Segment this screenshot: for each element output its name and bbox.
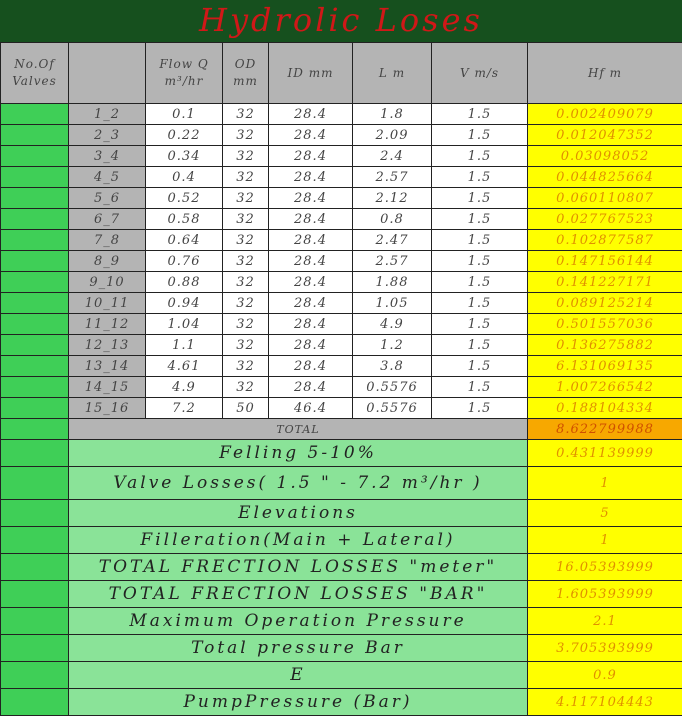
valve-cell[interactable] [1, 377, 69, 398]
total-value[interactable]: 8.622799988 [528, 419, 682, 440]
hf-cell[interactable]: 0.188104334 [528, 398, 682, 419]
hf-cell[interactable]: 0.141227171 [528, 272, 682, 293]
od-cell[interactable]: 32 [223, 314, 269, 335]
summary-row [1, 608, 682, 635]
valve-cell[interactable] [1, 230, 69, 251]
id-cell[interactable]: 28.4 [269, 293, 353, 314]
flow-cell[interactable]: 4.9 [146, 377, 223, 398]
table-row [1, 377, 682, 398]
flow-cell[interactable]: 0.4 [146, 167, 223, 188]
id-cell[interactable]: 28.4 [269, 104, 353, 125]
od-cell[interactable]: 32 [223, 104, 269, 125]
valve-cell[interactable] [1, 272, 69, 293]
valve-cell[interactable] [1, 125, 69, 146]
summary-value[interactable]: 1 [528, 467, 682, 500]
summary-value[interactable]: 1.605393999 [528, 581, 682, 608]
segment-cell[interactable]: 15_16 [69, 398, 146, 419]
hydraulic-loss-table [0, 42, 682, 716]
id-cell[interactable]: 28.4 [269, 251, 353, 272]
table-row [1, 272, 682, 293]
valve-cell[interactable] [1, 419, 69, 440]
hf-cell[interactable]: 0.136275882 [528, 335, 682, 356]
id-cell[interactable]: 28.4 [269, 167, 353, 188]
od-cell[interactable]: 32 [223, 167, 269, 188]
flow-cell[interactable]: 1.04 [146, 314, 223, 335]
summary-value[interactable]: 1 [528, 527, 682, 554]
length-cell[interactable]: 0.8 [353, 209, 432, 230]
valve-cell[interactable] [1, 104, 69, 125]
header-length[interactable]: L m [353, 43, 432, 104]
total-row [1, 419, 682, 440]
table-row [1, 356, 682, 377]
summary-value[interactable]: 5 [528, 500, 682, 527]
segment-cell[interactable]: 14_15 [69, 377, 146, 398]
summary-label[interactable]: E [69, 662, 528, 689]
id-cell[interactable]: 28.4 [269, 188, 353, 209]
id-cell[interactable]: 28.4 [269, 356, 353, 377]
flow-cell[interactable]: 0.76 [146, 251, 223, 272]
velocity-cell[interactable]: 1.5 [432, 167, 528, 188]
od-cell[interactable]: 32 [223, 209, 269, 230]
flow-cell[interactable]: 0.88 [146, 272, 223, 293]
valve-cell[interactable] [1, 293, 69, 314]
flow-cell[interactable]: 0.64 [146, 230, 223, 251]
length-cell[interactable]: 4.9 [353, 314, 432, 335]
od-cell[interactable]: 50 [223, 398, 269, 419]
segment-cell[interactable]: 11_12 [69, 314, 146, 335]
segment-cell[interactable]: 13_14 [69, 356, 146, 377]
hf-cell[interactable]: 0.03098052 [528, 146, 682, 167]
hf-cell[interactable]: 0.501557036 [528, 314, 682, 335]
flow-cell[interactable]: 7.2 [146, 398, 223, 419]
summary-value[interactable]: 3.705393999 [528, 635, 682, 662]
hf-cell[interactable]: 0.089125214 [528, 293, 682, 314]
od-cell[interactable]: 32 [223, 293, 269, 314]
length-cell[interactable]: 2.47 [353, 230, 432, 251]
segment-cell[interactable]: 1_2 [69, 104, 146, 125]
velocity-cell[interactable]: 1.5 [432, 377, 528, 398]
table-row [1, 167, 682, 188]
flow-cell[interactable]: 4.61 [146, 356, 223, 377]
summary-row [1, 581, 682, 608]
length-cell[interactable]: 3.8 [353, 356, 432, 377]
velocity-cell[interactable]: 1.5 [432, 230, 528, 251]
valve-cell[interactable] [1, 467, 69, 500]
valve-cell[interactable] [1, 581, 69, 608]
od-cell[interactable]: 32 [223, 377, 269, 398]
summary-label[interactable]: Elevations [69, 500, 528, 527]
length-cell[interactable]: 1.88 [353, 272, 432, 293]
length-cell[interactable]: 2.4 [353, 146, 432, 167]
header-od[interactable]: OD mm [223, 43, 269, 104]
segment-cell[interactable]: 10_11 [69, 293, 146, 314]
segment-cell[interactable]: 4_5 [69, 167, 146, 188]
summary-row [1, 689, 682, 716]
header-valves[interactable]: No.Of Valves [1, 43, 69, 104]
table-row [1, 230, 682, 251]
velocity-cell[interactable]: 1.5 [432, 335, 528, 356]
velocity-cell[interactable]: 1.5 [432, 314, 528, 335]
length-cell[interactable]: 1.8 [353, 104, 432, 125]
hf-cell[interactable]: 0.060110807 [528, 188, 682, 209]
hf-cell[interactable]: 0.012047352 [528, 125, 682, 146]
flow-cell[interactable]: 0.58 [146, 209, 223, 230]
velocity-cell[interactable]: 1.5 [432, 356, 528, 377]
flow-cell[interactable]: 0.34 [146, 146, 223, 167]
table-row [1, 104, 682, 125]
flow-cell[interactable]: 0.52 [146, 188, 223, 209]
summary-label[interactable]: TOTAL FRECTION LOSSES "meter" [69, 554, 528, 581]
id-cell[interactable]: 28.4 [269, 125, 353, 146]
valve-cell[interactable] [1, 188, 69, 209]
segment-cell[interactable]: 9_10 [69, 272, 146, 293]
length-cell[interactable]: 0.5576 [353, 377, 432, 398]
summary-label[interactable]: TOTAL FRECTION LOSSES "BAR" [69, 581, 528, 608]
od-cell[interactable]: 32 [223, 188, 269, 209]
valve-cell[interactable] [1, 662, 69, 689]
summary-label[interactable]: Filleration(Main + Lateral) [69, 527, 528, 554]
valve-cell[interactable] [1, 356, 69, 377]
valve-cell[interactable] [1, 527, 69, 554]
valve-cell[interactable] [1, 689, 69, 716]
flow-cell[interactable]: 0.1 [146, 104, 223, 125]
id-cell[interactable]: 28.4 [269, 314, 353, 335]
flow-cell[interactable]: 1.1 [146, 335, 223, 356]
velocity-cell[interactable]: 1.5 [432, 272, 528, 293]
table-row [1, 209, 682, 230]
summary-value[interactable]: 16.05393999 [528, 554, 682, 581]
table-row [1, 398, 682, 419]
summary-value[interactable]: 4.117104443 [528, 689, 682, 716]
summary-row [1, 554, 682, 581]
od-cell[interactable]: 32 [223, 125, 269, 146]
valve-cell[interactable] [1, 335, 69, 356]
hf-cell[interactable]: 0.044825664 [528, 167, 682, 188]
od-cell[interactable]: 32 [223, 335, 269, 356]
length-cell[interactable]: 2.12 [353, 188, 432, 209]
segment-cell[interactable]: 8_9 [69, 251, 146, 272]
summary-value[interactable]: 0.431139999 [528, 440, 682, 467]
header-velocity[interactable]: V m/s [432, 43, 528, 104]
table-row [1, 335, 682, 356]
length-cell[interactable]: 1.05 [353, 293, 432, 314]
table-row [1, 146, 682, 167]
summary-value[interactable]: 2.1 [528, 608, 682, 635]
velocity-cell[interactable]: 1.5 [432, 209, 528, 230]
id-cell[interactable]: 28.4 [269, 230, 353, 251]
velocity-cell[interactable]: 1.5 [432, 125, 528, 146]
velocity-cell[interactable]: 1.5 [432, 251, 528, 272]
header-segment[interactable] [69, 43, 146, 104]
length-cell[interactable]: 2.57 [353, 167, 432, 188]
sheet-title: Hydrolic Loses [0, 0, 682, 42]
summary-row [1, 440, 682, 467]
id-cell[interactable]: 28.4 [269, 335, 353, 356]
valve-cell[interactable] [1, 398, 69, 419]
summary-label[interactable]: Total pressure Bar [69, 635, 528, 662]
valve-cell[interactable] [1, 554, 69, 581]
segment-cell[interactable]: 6_7 [69, 209, 146, 230]
summary-label[interactable]: Felling 5-10% [69, 440, 528, 467]
od-cell[interactable]: 32 [223, 272, 269, 293]
hf-cell[interactable]: 6.131069135 [528, 356, 682, 377]
od-cell[interactable]: 32 [223, 251, 269, 272]
hf-cell[interactable]: 1.007266542 [528, 377, 682, 398]
summary-label[interactable]: Maximum Operation Pressure [69, 608, 528, 635]
header-flow[interactable]: Flow Q m³/hr [146, 43, 223, 104]
hf-cell[interactable]: 0.027767523 [528, 209, 682, 230]
summary-row [1, 662, 682, 689]
header-hf[interactable]: Hf m [528, 43, 682, 104]
summary-label[interactable]: PumpPressure (Bar) [69, 689, 528, 716]
summary-value[interactable]: 0.9 [528, 662, 682, 689]
summary-row [1, 635, 682, 662]
table-row [1, 125, 682, 146]
id-cell[interactable]: 46.4 [269, 398, 353, 419]
hf-cell[interactable]: 0.147156144 [528, 251, 682, 272]
velocity-cell[interactable]: 1.5 [432, 146, 528, 167]
id-cell[interactable]: 28.4 [269, 146, 353, 167]
valve-cell[interactable] [1, 500, 69, 527]
summary-row [1, 467, 682, 500]
segment-cell[interactable]: 5_6 [69, 188, 146, 209]
table-row [1, 251, 682, 272]
segment-cell[interactable]: 12_13 [69, 335, 146, 356]
id-cell[interactable]: 28.4 [269, 272, 353, 293]
table-row [1, 188, 682, 209]
valve-cell[interactable] [1, 608, 69, 635]
valve-cell[interactable] [1, 251, 69, 272]
velocity-cell[interactable]: 1.5 [432, 398, 528, 419]
summary-row [1, 500, 682, 527]
id-cell[interactable]: 28.4 [269, 377, 353, 398]
od-cell[interactable]: 32 [223, 356, 269, 377]
velocity-cell[interactable]: 1.5 [432, 293, 528, 314]
table-row [1, 314, 682, 335]
header-id[interactable]: ID mm [269, 43, 353, 104]
od-cell[interactable]: 32 [223, 146, 269, 167]
length-cell[interactable]: 0.5576 [353, 398, 432, 419]
id-cell[interactable]: 28.4 [269, 209, 353, 230]
valve-cell[interactable] [1, 146, 69, 167]
total-label[interactable]: TOTAL [69, 419, 528, 440]
flow-cell[interactable]: 0.22 [146, 125, 223, 146]
table-row [1, 293, 682, 314]
summary-row [1, 527, 682, 554]
segment-cell[interactable]: 7_8 [69, 230, 146, 251]
od-cell[interactable]: 32 [223, 230, 269, 251]
length-cell[interactable]: 2.57 [353, 251, 432, 272]
velocity-cell[interactable]: 1.5 [432, 104, 528, 125]
hf-cell[interactable]: 0.102877587 [528, 230, 682, 251]
valve-cell[interactable] [1, 635, 69, 662]
segment-cell[interactable]: 2_3 [69, 125, 146, 146]
segment-cell[interactable]: 3_4 [69, 146, 146, 167]
valve-cell[interactable] [1, 167, 69, 188]
summary-label[interactable]: Valve Losses( 1.5 " - 7.2 m³/hr ) [69, 467, 528, 500]
valve-cell[interactable] [1, 440, 69, 467]
velocity-cell[interactable]: 1.5 [432, 188, 528, 209]
hf-cell[interactable]: 0.002409079 [528, 104, 682, 125]
length-cell[interactable]: 1.2 [353, 335, 432, 356]
valve-cell[interactable] [1, 314, 69, 335]
valve-cell[interactable] [1, 209, 69, 230]
length-cell[interactable]: 2.09 [353, 125, 432, 146]
flow-cell[interactable]: 0.94 [146, 293, 223, 314]
